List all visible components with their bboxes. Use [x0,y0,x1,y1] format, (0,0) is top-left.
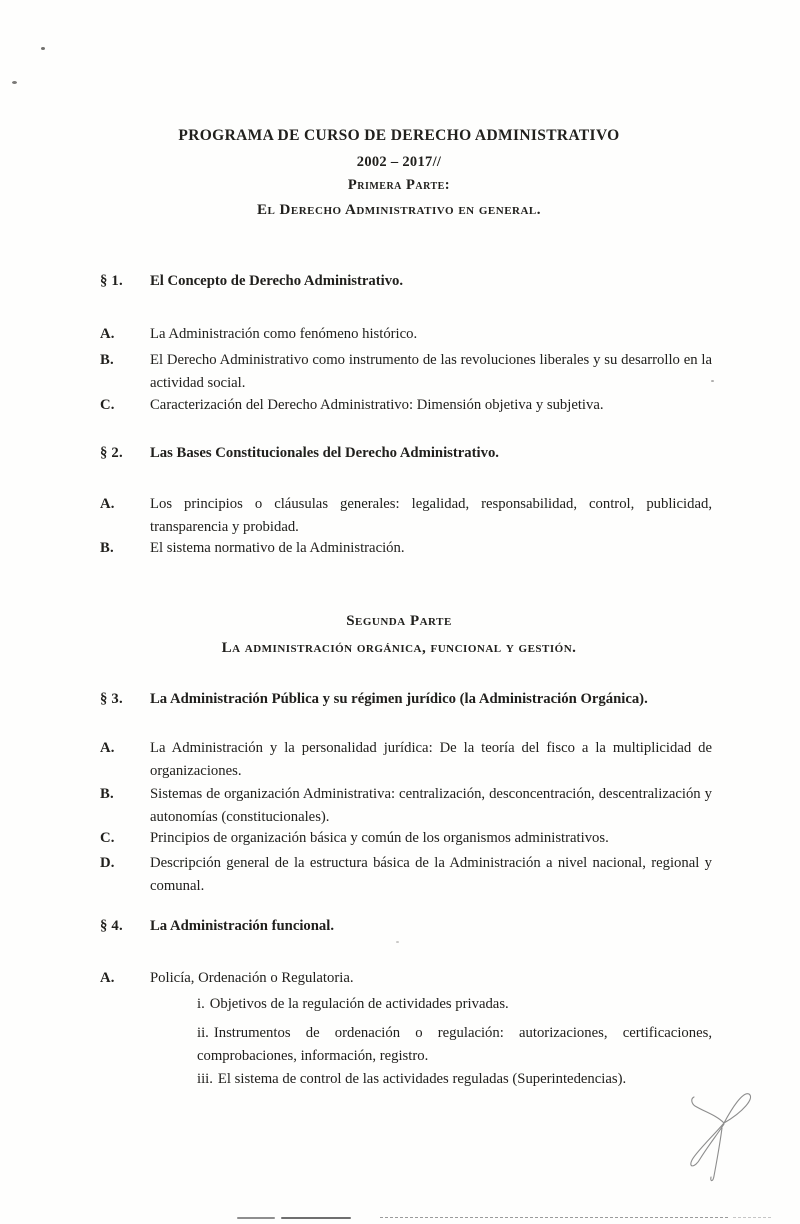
item-text: La Administración y la personalidad jurídica: De la teoría del fisco a la multiplicidad de organizaciones. [150,740,712,779]
subitem-label: i. [197,996,205,1012]
subitem-label: ii. [197,1025,209,1041]
item-label: D. [100,855,115,871]
item [100,737,712,783]
page-edge-line [237,1217,275,1219]
item [100,537,712,560]
subitem-text: Objetivos de la regulación de actividades privadas. [209,996,509,1012]
section-number: § 2. [100,445,123,461]
page-edge-line [281,1217,351,1219]
signature-scribble-icon [683,1088,763,1188]
part1-subheading: El Derecho Administrativo en general. [256,202,542,218]
item [100,323,712,346]
section-heading [100,270,712,293]
item-text: Los principios o cláusulas generales: legalidad, responsabilidad, control, publicidad, transparencia y probidad. [150,496,712,535]
page-edge-line [733,1217,771,1218]
item-label: B. [100,352,114,368]
section-number: § 1. [100,273,123,289]
item [100,394,712,417]
item-label: A. [100,740,115,756]
item-label: A. [100,326,115,342]
scan-speck [396,941,399,943]
item [100,493,712,539]
section-heading [100,442,712,465]
item [100,827,712,850]
item-text: Descripción general de la estructura básica de la Administración a nivel nacional, regional y comunal. [150,855,712,894]
subitem [197,1022,712,1068]
item-text: La Administración como fenómeno histórico. [150,326,418,342]
item-label: B. [100,540,114,556]
item-text: Sistemas de organización Administrativa: centralización, desconcentración, descentralización y autonomías (constitucionales). [150,786,712,825]
item-label: B. [100,786,114,802]
section-title: La Administración funcional. [150,918,335,934]
part2-heading: Segunda Parte [346,613,452,629]
section-title: La Administración Pública y su régimen jurídico (la Administración Orgánica). [150,691,648,707]
item-label: A. [100,496,115,512]
item-label: C. [100,397,115,413]
section-heading [100,688,712,711]
item-text: El sistema normativo de la Administración. [150,540,405,556]
item [100,349,712,395]
doc-title: PROGRAMA DE CURSO DE DERECHO ADMINISTRATIVO [178,127,620,144]
page-edge-line [380,1217,728,1218]
section-heading [100,915,712,938]
subitem [197,1068,712,1091]
scan-speck [12,81,17,84]
subitem-label: iii. [197,1071,213,1087]
doc-years: 2002 – 2017// [356,154,442,170]
part1-heading: Primera Parte: [347,177,451,193]
item [100,967,712,990]
subitem-text: Instrumentos de ordenación o regulación: autorizaciones, certificaciones, comprobaciones, información, registro. [197,1025,712,1064]
item-text: Principios de organización básica y común de los organismos administrativos. [150,830,609,846]
section-title: Las Bases Constitucionales del Derecho Administrativo. [150,445,499,461]
item-text: Policía, Ordenación o Regulatoria. [150,970,354,986]
scan-speck [41,47,45,50]
section-number: § 3. [100,691,123,707]
item [100,852,712,898]
section-number: § 4. [100,918,123,934]
item-label: C. [100,830,115,846]
section-title: El Concepto de Derecho Administrativo. [150,273,404,289]
item-text: Caracterización del Derecho Administrativo: Dimensión objetiva y subjetiva. [150,397,604,413]
item-label: A. [100,970,115,986]
subitem-text: El sistema de control de las actividades reguladas (Superintedencias). [217,1071,627,1087]
item [100,783,712,829]
subitem [197,993,712,1016]
part2-subheading: La administración orgánica, funcional y gestión. [221,640,577,656]
item-text: El Derecho Administrativo como instrumento de las revoluciones liberales y su desarrollo en la actividad social. [150,352,712,391]
